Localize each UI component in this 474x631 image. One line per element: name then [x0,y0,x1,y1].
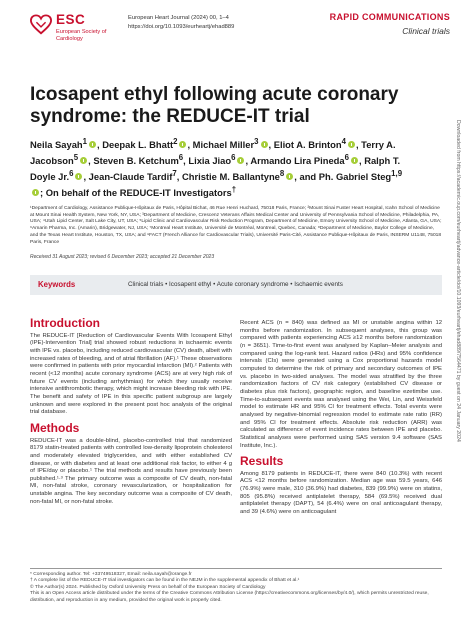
orcid-icon[interactable] [179,141,186,148]
author-affil-sup: 7 [172,168,177,178]
keywords-list: Clinical trials • Icosapent ethyl • Acute coronary syndrome • Ischaemic events [128,281,343,288]
orcid-icon[interactable] [80,157,87,164]
footnote-divider [30,568,442,569]
investigators-group: On behalf of the REDUCE-IT Investigators [45,186,232,198]
doi-link[interactable]: https://doi.org/10.1093/eurheartj/ehad889 [128,24,235,30]
author[interactable]: Deepak L. Bhatt [102,139,174,151]
results-heading: Results [240,454,284,469]
author-affil-sup: 3 [254,137,259,146]
investigators-note: † A complete list of the REDUCE-IT trial investigators can be found in the NEJM in the supplemental appendix of Bhatt et al.¹ [30,578,300,584]
orcid-icon[interactable] [75,173,82,180]
intro-heading: Introduction [30,316,100,330]
article-dates: Received 31 August 2023; revised 6 December 2023; accepted 21 December 2023 [30,254,215,260]
keywords-bar [30,275,442,295]
author[interactable]: Christie M. Ballantyne [181,170,280,182]
affiliations: ¹Department of Cardiology, Assistance Publique-Hôpitaux de Paris, Hôpital Bichat, 46 Rue Henri Huchard, 75018 Paris, France; ²Mount Sinai Fuster Heart Hospital, Icahn School of Medicine at Mount Sinai Health System, New York, NY, USA; ³Department of Medicine, Crescenz Veterans Affairs Medical Center and University of Pennsylvania School of Medicine, Philadelphia, PA, USA; ⁴Utah Lipid Center, Salt Lake City, UT, USA; ⁵Lipid Clinic and Cardiovascular Risk Reduction Program, Department of Medicine, Emory University School of Medicine, Atlanta, GA, USA; ⁶Amarin Pharma, Inc. (Amarin), Bridgewater, NJ, USA; ⁷Montreal Heart Institute, Université de Montréal, Montreal, Quebec, Canada; ⁸Department of Medicine, Baylor College of Medicine, and the Texas Heart Institute, Houston, TX, USA; and ⁹FACT (French Alliance for Cardiovascular Trials), Université Paris-Cité, Assistance Publique-Hôpitaux de Paris, INSERM U1148, 75018 Paris, France [30,206,442,245]
author[interactable]: Michael Miller [192,139,255,151]
author-affil-sup: 6 [344,152,349,162]
intro-text: The REDUCE-IT [Reduction of Cardiovascular Events With Icosapent Ethyl (IPE)-Intervention Trial] trial showed robust reductions in ischaemic events with IPE vs. placebo, including reduced cardiovascular (CV) death, albeit with increased rates of bleeding, and of atrial fibrillation (AF).¹ These observations were confirmed in patients with prior myocardial infarction (MI).² Patients with recent (<12 months) acute coronary syndrome (ACS) are at very high risk of future CV events (including arrhythmias) for which they usually receive intensive antithrombotic therapy, which might increase bleeding risk with IPE. The benefit and safety of IPE in this specific patient subgroup are largely unknown and were explored in the present post hoc analysis of the original trial database. [30,332,232,416]
author-affil-sup: 6 [178,152,184,162]
left-column [30,316,232,506]
author[interactable]: Steven B. Ketchum [93,155,179,167]
orcid-icon[interactable] [237,157,244,164]
orcid-icon[interactable] [348,141,355,148]
author-affil-sup: 8 [279,168,285,178]
author-affil-sup: 1,9 [391,168,403,178]
download-notice: Downloaded from https://academic.oup.com/eurheartj/advance-article/doi/10.1093/eurheartj/ehad889/7564471 by guest on 24 January 2024 [455,120,461,442]
author[interactable]: Lixia Jiao [188,155,232,167]
right-column [240,320,442,517]
author[interactable]: Jean-Claude Tardif [88,170,173,182]
section-label: RAPID COMMUNICATIONS [329,12,450,22]
author[interactable]: Armando Lira Pineda [250,155,345,167]
author-list: Neila Sayah$^1$ , Deepak L. Bhatt$^2$ , Michael Miller$^3$ , Eliot A. Brinton$^4$ , Terry A. Jacobson$^5$ , Steven B. Ketchum$^6$, Lixia Jiao$^6$ , Armando Lira Pineda$^6$ , Ralph T. Doyle Jr.$^6$ , Jean-Claude Tardif$^7$, Christie M. Ballantyne$^8$ , and Ph. Gabriel Steg$^{1,9}$; On behalf of the REDUCE-IT Investigators† [30,137,403,198]
author-affil-sup: 6 [231,152,236,162]
corresponding-author-note[interactable]: * Corresponding author. Tel: +33749518327, Email: neila.sayah@orange.fr [30,572,192,577]
author[interactable]: Ph. Gabriel Steg [318,170,392,182]
author[interactable]: Neila Sayah [30,139,83,151]
author-affil-sup: 6 [69,168,74,178]
author[interactable]: Eliot A. Brinton [273,139,342,151]
license-note[interactable]: This is an Open Access article distributed under the terms of the Creative Commons Attribution License (https://creativecommons.org/licenses/by/4.0/), which permits unrestricted reuse, distribution, and reproduction in any medium, provided the original work is properly cited. [30,591,429,603]
methods-text: REDUCE-IT was a double-blind, placebo-controlled trial that randomized 8179 statin-treated patients with controlled low-density lipoprotein cholesterol and moderately elevated triglycerides, and with either established CV disease, or with diabetes and at least one additional risk factor, to either 4 g of IPE/day or placebo.¹ The trial methods and results have previously been published.¹·³ The primary outcome was a composite of CV death, non-fatal MI, non-fatal stroke, coronary revascularization, or hospitalization for unstable angina. The key secondary outcome was a composite of CV death, non-fatal MI, or non-fatal stroke. [30,437,232,505]
article-title: Icosapent ethyl following acute coronary syndrome: the REDUCE-IT trial [30,84,399,127]
author[interactable]: Terry A. Jacobson [30,139,396,167]
author[interactable]: Ralph T. Doyle Jr. [30,155,401,182]
author-affil-sup: 1 [82,137,87,146]
journal-info [128,14,234,32]
download-sidebar [455,120,465,590]
journal-citation: European Heart Journal (2024) 00, 1–4 [128,15,229,21]
methods-continued-text: Recent ACS (n = 840) was defined as MI or unstable angina within 12 months before randomization. In subsequent analyses, this group was compared with patients experiencing ACS ≥12 months before randomization (n = 3651). Time-to-first event was analysed by Kaplan–Meier analysis and compared using the log-rank test. Hazard ratios (HRs) and 95% confidence intervals (CIs) were generated using a Cox proportional hazards model computed to determine the risk of primary and secondary outcomes of IPE vs. placebo in two-sided analyses. The model was stratified by the three randomization factors of CV risk category (established CV disease or diabetes plus risk factors), geographic region, and baseline ezetimibe use. Time-to-subsequent events was analysed using the Wei, Lin, and Weissfeld model to estimate HR and 95% CI for treatment effects. Total events were analysed by negative-binomial regression model to estimate rate ratio (RR) and 95% CI for treatment effects. Absolute risk reduction (ARR) was calculated as difference of event incidence rates between IPE and placebo. Statistical analyses were performed using SAS version 9.4 software (SAS Institute, Inc.). [240,320,442,449]
copyright-note: © The Author(s) 2024. Published by Oxford University Press on behalf of the European Society of Cardiology [30,584,266,590]
page-header [30,12,450,54]
footnotes [30,572,442,604]
orcid-icon[interactable] [89,141,96,148]
orcid-icon[interactable] [286,173,293,180]
esc-logo [30,12,120,54]
logo-subtitle: European Society of Cardiology [56,29,107,42]
orcid-icon[interactable] [32,189,39,196]
methods-heading: Methods [30,420,80,435]
keywords-label: Keywords [38,280,76,289]
author-affil-sup: 2 [173,137,178,146]
results-text: Among 8179 patients in REDUCE-IT, there were 840 (10.3%) with recent ACS <12 months before randomization. Median age was 59.5 years, 646 (76.9%) were male, 310 (36.9%) had diabetes, 839 (99.9%) were on statins, 805 (95.8%) received antiplatelet therapy, 584 (69.5%) received dual antiplatelet therapy (DAPT), 54 (6.4%) were on oral anticoagulant therapy, and 39 (4.6%) were on anticoagulant [240,470,442,516]
orcid-icon[interactable] [261,141,268,148]
orcid-icon[interactable] [351,157,358,164]
author-affil-sup: 4 [341,137,346,146]
subsection-label: Clinical trials [402,26,450,36]
logo-text: ESC [56,12,86,27]
heart-logo-icon [30,14,52,36]
investigators-sup: † [231,184,237,194]
author-affil-sup: 5 [73,152,79,162]
